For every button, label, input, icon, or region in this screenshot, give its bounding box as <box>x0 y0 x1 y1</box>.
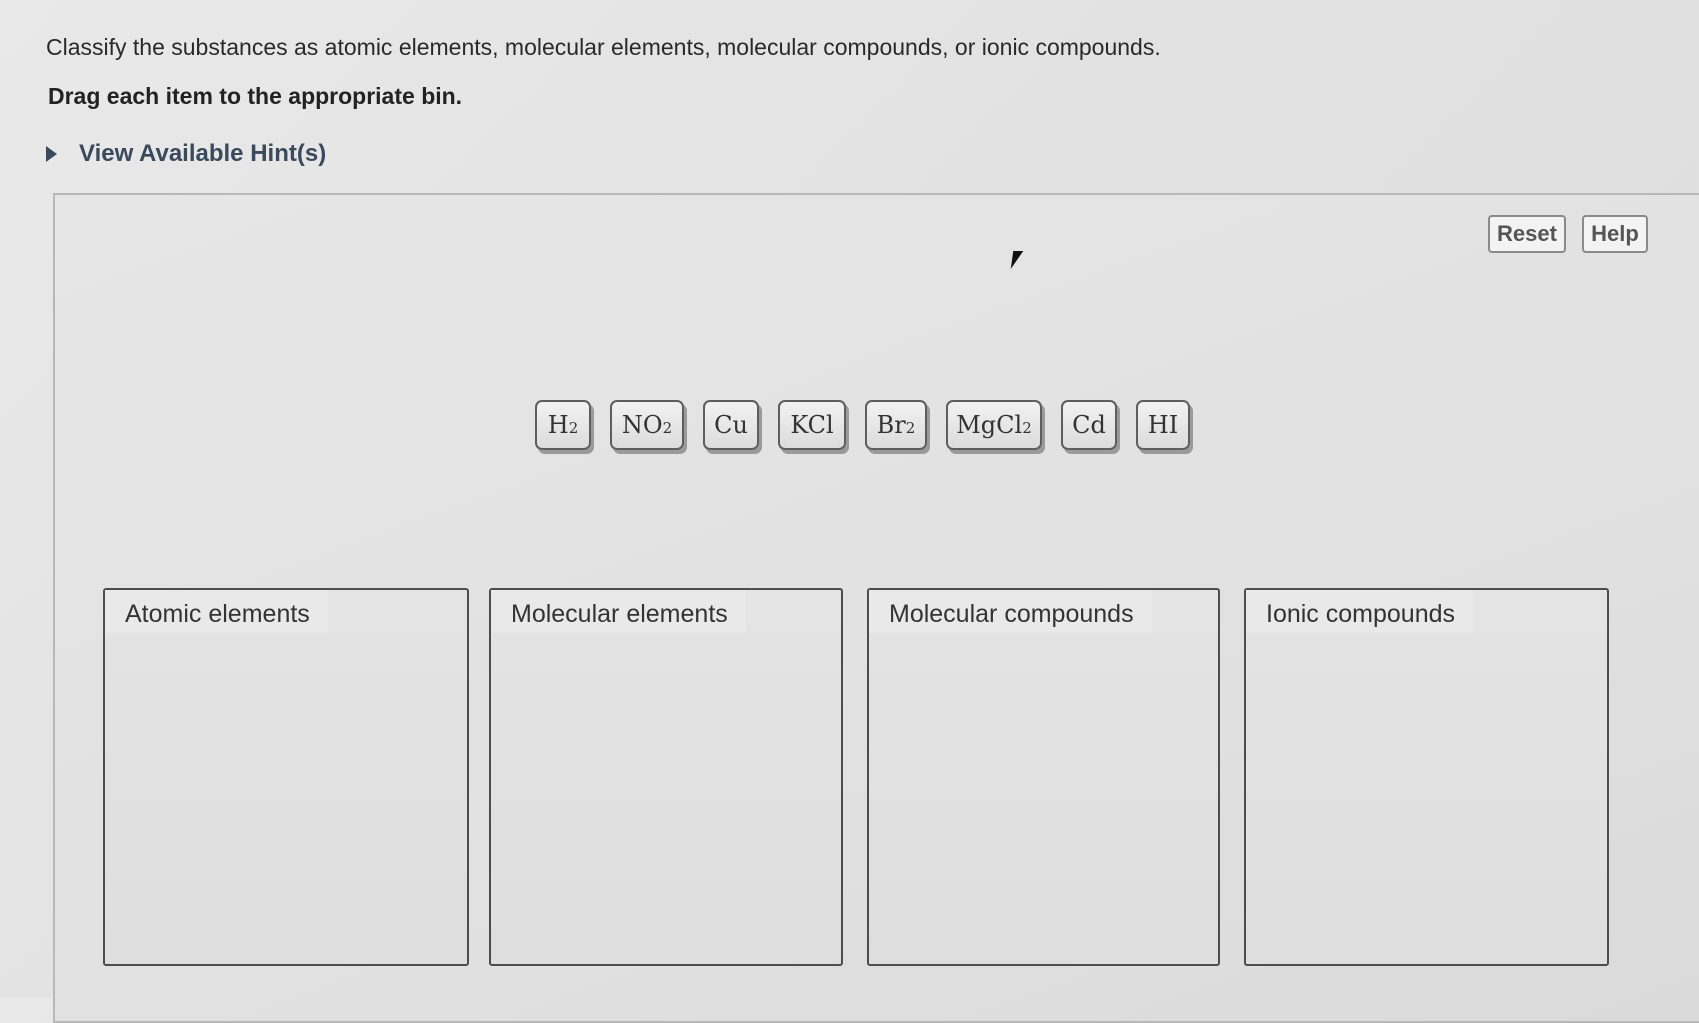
draggable-item-h2[interactable] <box>535 400 591 450</box>
item-subscript: 2 <box>662 419 673 437</box>
question-instruction: Drag each item to the appropriate bin. <box>48 83 463 109</box>
bin-atomic-elements[interactable] <box>103 588 469 966</box>
item-formula: Cd <box>1072 411 1106 439</box>
reset-button[interactable]: Reset <box>1488 215 1566 253</box>
view-hints-link[interactable] <box>46 140 326 168</box>
draggable-item-cu[interactable] <box>703 400 759 450</box>
item-tray <box>535 400 1209 450</box>
item-formula: Br <box>876 411 906 439</box>
bin-label: Atomic elements <box>105 590 328 633</box>
bin-molecular-elements[interactable] <box>489 588 843 966</box>
draggable-item-no2[interactable] <box>610 400 684 450</box>
draggable-item-hi[interactable] <box>1136 400 1190 450</box>
expand-triangle-icon <box>46 146 57 162</box>
bin-label: Molecular compounds <box>869 590 1152 633</box>
bin-label: Molecular elements <box>491 590 746 633</box>
draggable-item-cd[interactable] <box>1061 400 1117 450</box>
draggable-item-mgcl2[interactable] <box>946 400 1042 450</box>
bin-ionic-compounds[interactable] <box>1244 588 1609 966</box>
item-formula: HI <box>1147 411 1179 439</box>
item-formula: Cu <box>714 411 748 439</box>
help-button[interactable]: Help <box>1582 215 1648 253</box>
item-subscript: 2 <box>1022 419 1032 437</box>
draggable-item-br2[interactable] <box>865 400 927 450</box>
item-subscript: 2 <box>568 419 579 437</box>
item-formula: MgCl <box>956 411 1023 439</box>
question-text: Classify the substances as atomic elements, molecular elements, molecular compounds, or ionic compounds. <box>46 34 1161 60</box>
item-formula: KCl <box>790 411 834 439</box>
view-hints-label: View Available Hint(s) <box>79 140 327 167</box>
item-formula: H <box>547 411 569 439</box>
draggable-item-kcl[interactable] <box>778 400 846 450</box>
bin-molecular-compounds[interactable] <box>867 588 1220 966</box>
item-formula: NO <box>621 411 663 439</box>
item-subscript: 2 <box>905 419 916 437</box>
bin-label: Ionic compounds <box>1246 590 1473 633</box>
